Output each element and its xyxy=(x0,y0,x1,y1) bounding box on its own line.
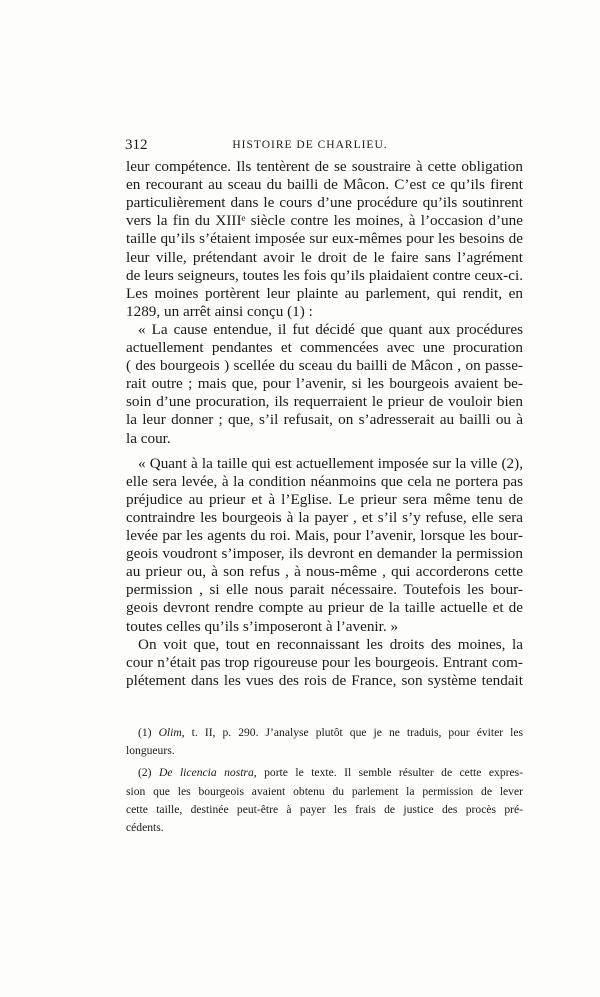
text-line xyxy=(126,194,523,212)
text-line xyxy=(126,618,523,636)
text-span: sion que les bourgeois avaient obtenu du parlement la permission de lever xyxy=(126,784,523,798)
text-span: contraindre les bourgeois à la payer , et s’il s’y refuse, elle sera xyxy=(126,508,523,526)
text-line xyxy=(126,158,523,176)
text-span: en recourant au sceau du bailli de Mâcon. C’est ce qu’ils firent xyxy=(126,176,523,194)
text-span: « La cause entendue, il fut décidé que quant aux procédures xyxy=(138,320,523,338)
text-span: actuellement pendantes et commencées avec une procuration xyxy=(126,339,523,356)
text-line xyxy=(126,599,523,617)
footnote-line xyxy=(126,821,523,835)
italic-text: Olim xyxy=(158,726,182,739)
page-number: 312 xyxy=(125,137,148,153)
text-line xyxy=(126,509,523,527)
text-span: Les moines portèrent leur plainte au parlement, qui rendit, en xyxy=(126,284,523,302)
text-line xyxy=(126,491,523,509)
text-span: cédents. xyxy=(126,821,164,834)
text-span: de leurs seigneurs, toutes les fois qu’ils plaidaient contre ceux-ci. xyxy=(126,266,523,284)
text-span: particulièrement dans le cours d’une procédure qu’ils soutinrent xyxy=(126,194,523,212)
text-line xyxy=(126,230,523,248)
text-span: plétement dans les vues des rois de France, son système tendait xyxy=(126,671,523,689)
footnote-line xyxy=(126,803,523,817)
text-line xyxy=(126,321,523,339)
text-span: au prieur ou, à son refus , à nous-même , qui accorderons cette xyxy=(126,563,523,581)
text-line xyxy=(126,430,523,448)
text-span: 1289, un arrêt ainsi conçu (1) : xyxy=(126,302,313,320)
text-span: taille qu’ils s’étaient imposée sur eux-mêmes pour les besoins de xyxy=(126,230,523,248)
text-span: longueurs. xyxy=(126,744,175,758)
text-line xyxy=(126,636,523,654)
running-title: HISTOIRE DE CHARLIEU. xyxy=(232,139,388,151)
text-line xyxy=(126,303,523,321)
text-span: (1) xyxy=(138,726,159,739)
text-line xyxy=(126,212,523,230)
text-span: , porte le texte. Il semble résulter de cette expres- xyxy=(253,766,523,780)
text-span: la leur donner ; que, s’il refusait, on s’adresserait au bailli ou à xyxy=(126,411,523,429)
text-span: cette taille, destinée peut-être à payer les frais de justice des procès pré- xyxy=(126,802,523,816)
text-line xyxy=(126,473,523,491)
text-span: leur compétence. Ils tentèrent de se soustraire à cette obligation xyxy=(126,158,523,175)
text-span: leur ville, prétendant avoir le droit de le faire sans l’agrément xyxy=(126,248,523,266)
italic-text: De licencia nostra xyxy=(158,766,254,780)
footnote-line xyxy=(126,726,523,740)
text-line xyxy=(126,654,523,672)
text-line xyxy=(126,455,523,473)
footnote-line xyxy=(126,785,523,799)
text-span: geois devront rendre compte au prieur de la taille actuelle et de xyxy=(126,599,523,617)
text-span: toutes celles qu’ils s’imposeront à l’avenir. » xyxy=(126,617,399,635)
text-line xyxy=(126,411,523,429)
text-line xyxy=(126,563,523,581)
text-line xyxy=(126,527,523,545)
text-span: vers la fin du XIIIᵉ siècle contre les moines, à l’occasion d’une xyxy=(126,212,523,230)
text-span: cour n’était pas trop rigoureuse pour les bourgeois. Entrant com- xyxy=(126,653,523,671)
text-span: permission , si elle nous parait nécessaire. Toutefois les bour- xyxy=(126,581,523,599)
footnote-line xyxy=(126,766,523,780)
text-line xyxy=(126,176,523,194)
text-span: préjudice au prieur et à l’Eglise. Le prieur sera même tenu de xyxy=(126,490,523,508)
text-line xyxy=(126,357,523,375)
text-span: la cour. xyxy=(126,429,171,447)
text-line xyxy=(126,393,523,411)
text-line xyxy=(126,672,523,690)
footnote-line xyxy=(126,744,523,758)
text-line xyxy=(126,249,523,267)
text-line xyxy=(126,285,523,303)
text-span: rait outre ; mais que, pour l’avenir, si les bourgeois avaient be- xyxy=(126,375,523,393)
text-line xyxy=(126,339,523,357)
text-line xyxy=(126,375,523,393)
text-span: levée par les agents du roi. Mais, pour l’avenir, lorsque les bour- xyxy=(126,527,523,544)
text-line xyxy=(126,581,523,599)
text-span: « Quant à la taille qui est actuellement imposée sur la ville (2), xyxy=(138,454,523,472)
text-span: , t. II, p. 290. J’analyse plutôt que je ne traduis, pour éviter les xyxy=(181,726,523,739)
text-span: elle sera levée, à la condition néanmoins que cela ne portera pas xyxy=(126,472,523,490)
text-line xyxy=(126,267,523,285)
text-span: soin d’une procuration, ils requerraient le prieur de vouloir bien xyxy=(126,393,523,411)
text-span: On voit que, tout en reconnaissant les droits des moines, la xyxy=(138,635,523,653)
text-line xyxy=(126,545,523,563)
text-span: ( des bourgeois ) scellée du sceau du bailli de Mâcon , on passe- xyxy=(126,357,523,375)
text-span: (2) xyxy=(138,766,159,780)
text-span: geois voudront s’imposer, ils devront en demander la permission xyxy=(126,545,523,563)
